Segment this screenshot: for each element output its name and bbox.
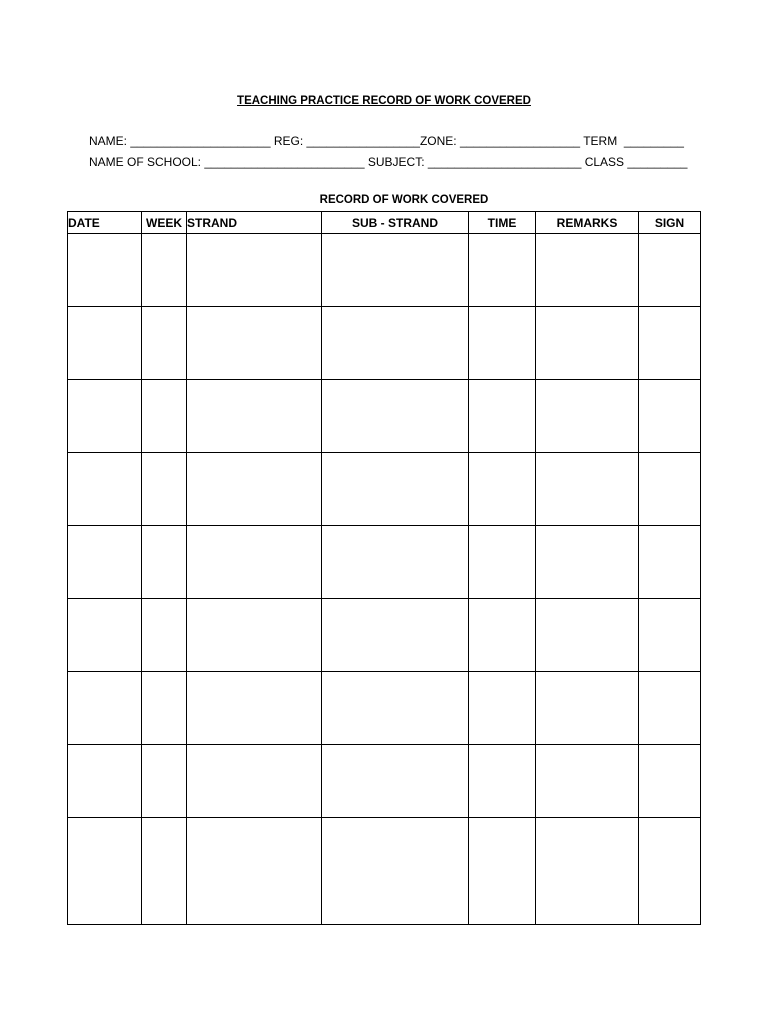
cell-remarks[interactable] [536,234,639,307]
cell-strand[interactable] [187,818,322,925]
header-time: TIME [469,212,536,234]
cell-time[interactable] [469,526,536,599]
record-table [67,211,701,925]
cell-sign[interactable] [639,307,701,380]
cell-time[interactable] [469,307,536,380]
table-row [68,672,701,745]
table-row [68,380,701,453]
cell-date[interactable] [68,599,142,672]
cell-date[interactable] [68,380,142,453]
cell-remarks[interactable] [536,745,639,818]
cell-time[interactable] [469,599,536,672]
table-row [68,453,701,526]
table-header-row [68,212,701,234]
cell-strand[interactable] [187,526,322,599]
cell-time[interactable] [469,380,536,453]
cell-date[interactable] [68,453,142,526]
table-row [68,599,701,672]
table-row [68,307,701,380]
cell-remarks[interactable] [536,672,639,745]
table-row [68,526,701,599]
cell-sub-strand[interactable] [322,599,469,672]
cell-date[interactable] [68,234,142,307]
cell-remarks[interactable] [536,380,639,453]
cell-date[interactable] [68,526,142,599]
cell-remarks[interactable] [536,453,639,526]
cell-week[interactable] [142,672,187,745]
header-remarks: REMARKS [536,212,639,234]
cell-sign[interactable] [639,526,701,599]
cell-sub-strand[interactable] [322,453,469,526]
cell-strand[interactable] [187,453,322,526]
cell-strand[interactable] [187,234,322,307]
cell-week[interactable] [142,745,187,818]
header-week: WEEK [142,212,187,234]
header-sub-strand: SUB - STRAND [322,212,469,234]
cell-sub-strand[interactable] [322,526,469,599]
cell-time[interactable] [469,672,536,745]
cell-strand[interactable] [187,380,322,453]
cell-date[interactable] [68,745,142,818]
table-body [68,234,701,925]
cell-sub-strand[interactable] [322,234,469,307]
cell-sub-strand[interactable] [322,380,469,453]
cell-week[interactable] [142,599,187,672]
cell-week[interactable] [142,307,187,380]
cell-sign[interactable] [639,818,701,925]
cell-date[interactable] [68,672,142,745]
cell-strand[interactable] [187,745,322,818]
cell-week[interactable] [142,818,187,925]
table-caption: RECORD OF WORK COVERED [319,194,489,206]
student-fields-line: NAME: _____________________ REG: _________________ZONE: __________________ TERM _________ [89,134,684,148]
cell-strand[interactable] [187,672,322,745]
table-row [68,234,701,307]
cell-time[interactable] [469,818,536,925]
cell-time[interactable] [469,745,536,818]
cell-sign[interactable] [639,234,701,307]
cell-remarks[interactable] [536,599,639,672]
cell-sign[interactable] [639,745,701,818]
cell-sign[interactable] [639,599,701,672]
cell-time[interactable] [469,234,536,307]
cell-sub-strand[interactable] [322,818,469,925]
cell-week[interactable] [142,526,187,599]
header-date: DATE [68,212,142,234]
cell-strand[interactable] [187,599,322,672]
cell-week[interactable] [142,380,187,453]
cell-remarks[interactable] [536,818,639,925]
cell-week[interactable] [142,234,187,307]
cell-date[interactable] [68,818,142,925]
cell-sub-strand[interactable] [322,307,469,380]
cell-sub-strand[interactable] [322,745,469,818]
cell-strand[interactable] [187,307,322,380]
cell-week[interactable] [142,453,187,526]
cell-sign[interactable] [639,453,701,526]
cell-remarks[interactable] [536,526,639,599]
header-sign: SIGN [639,212,701,234]
table-row [68,745,701,818]
header-strand: STRAND [187,212,322,234]
document-title: TEACHING PRACTICE RECORD OF WORK COVERED [237,95,531,107]
cell-date[interactable] [68,307,142,380]
cell-remarks[interactable] [536,307,639,380]
cell-sub-strand[interactable] [322,672,469,745]
cell-sign[interactable] [639,672,701,745]
table-row [68,818,701,925]
school-fields-line: NAME OF SCHOOL: ________________________ SUBJECT: _______________________ CLASS _________ [89,155,688,169]
cell-time[interactable] [469,453,536,526]
cell-sign[interactable] [639,380,701,453]
